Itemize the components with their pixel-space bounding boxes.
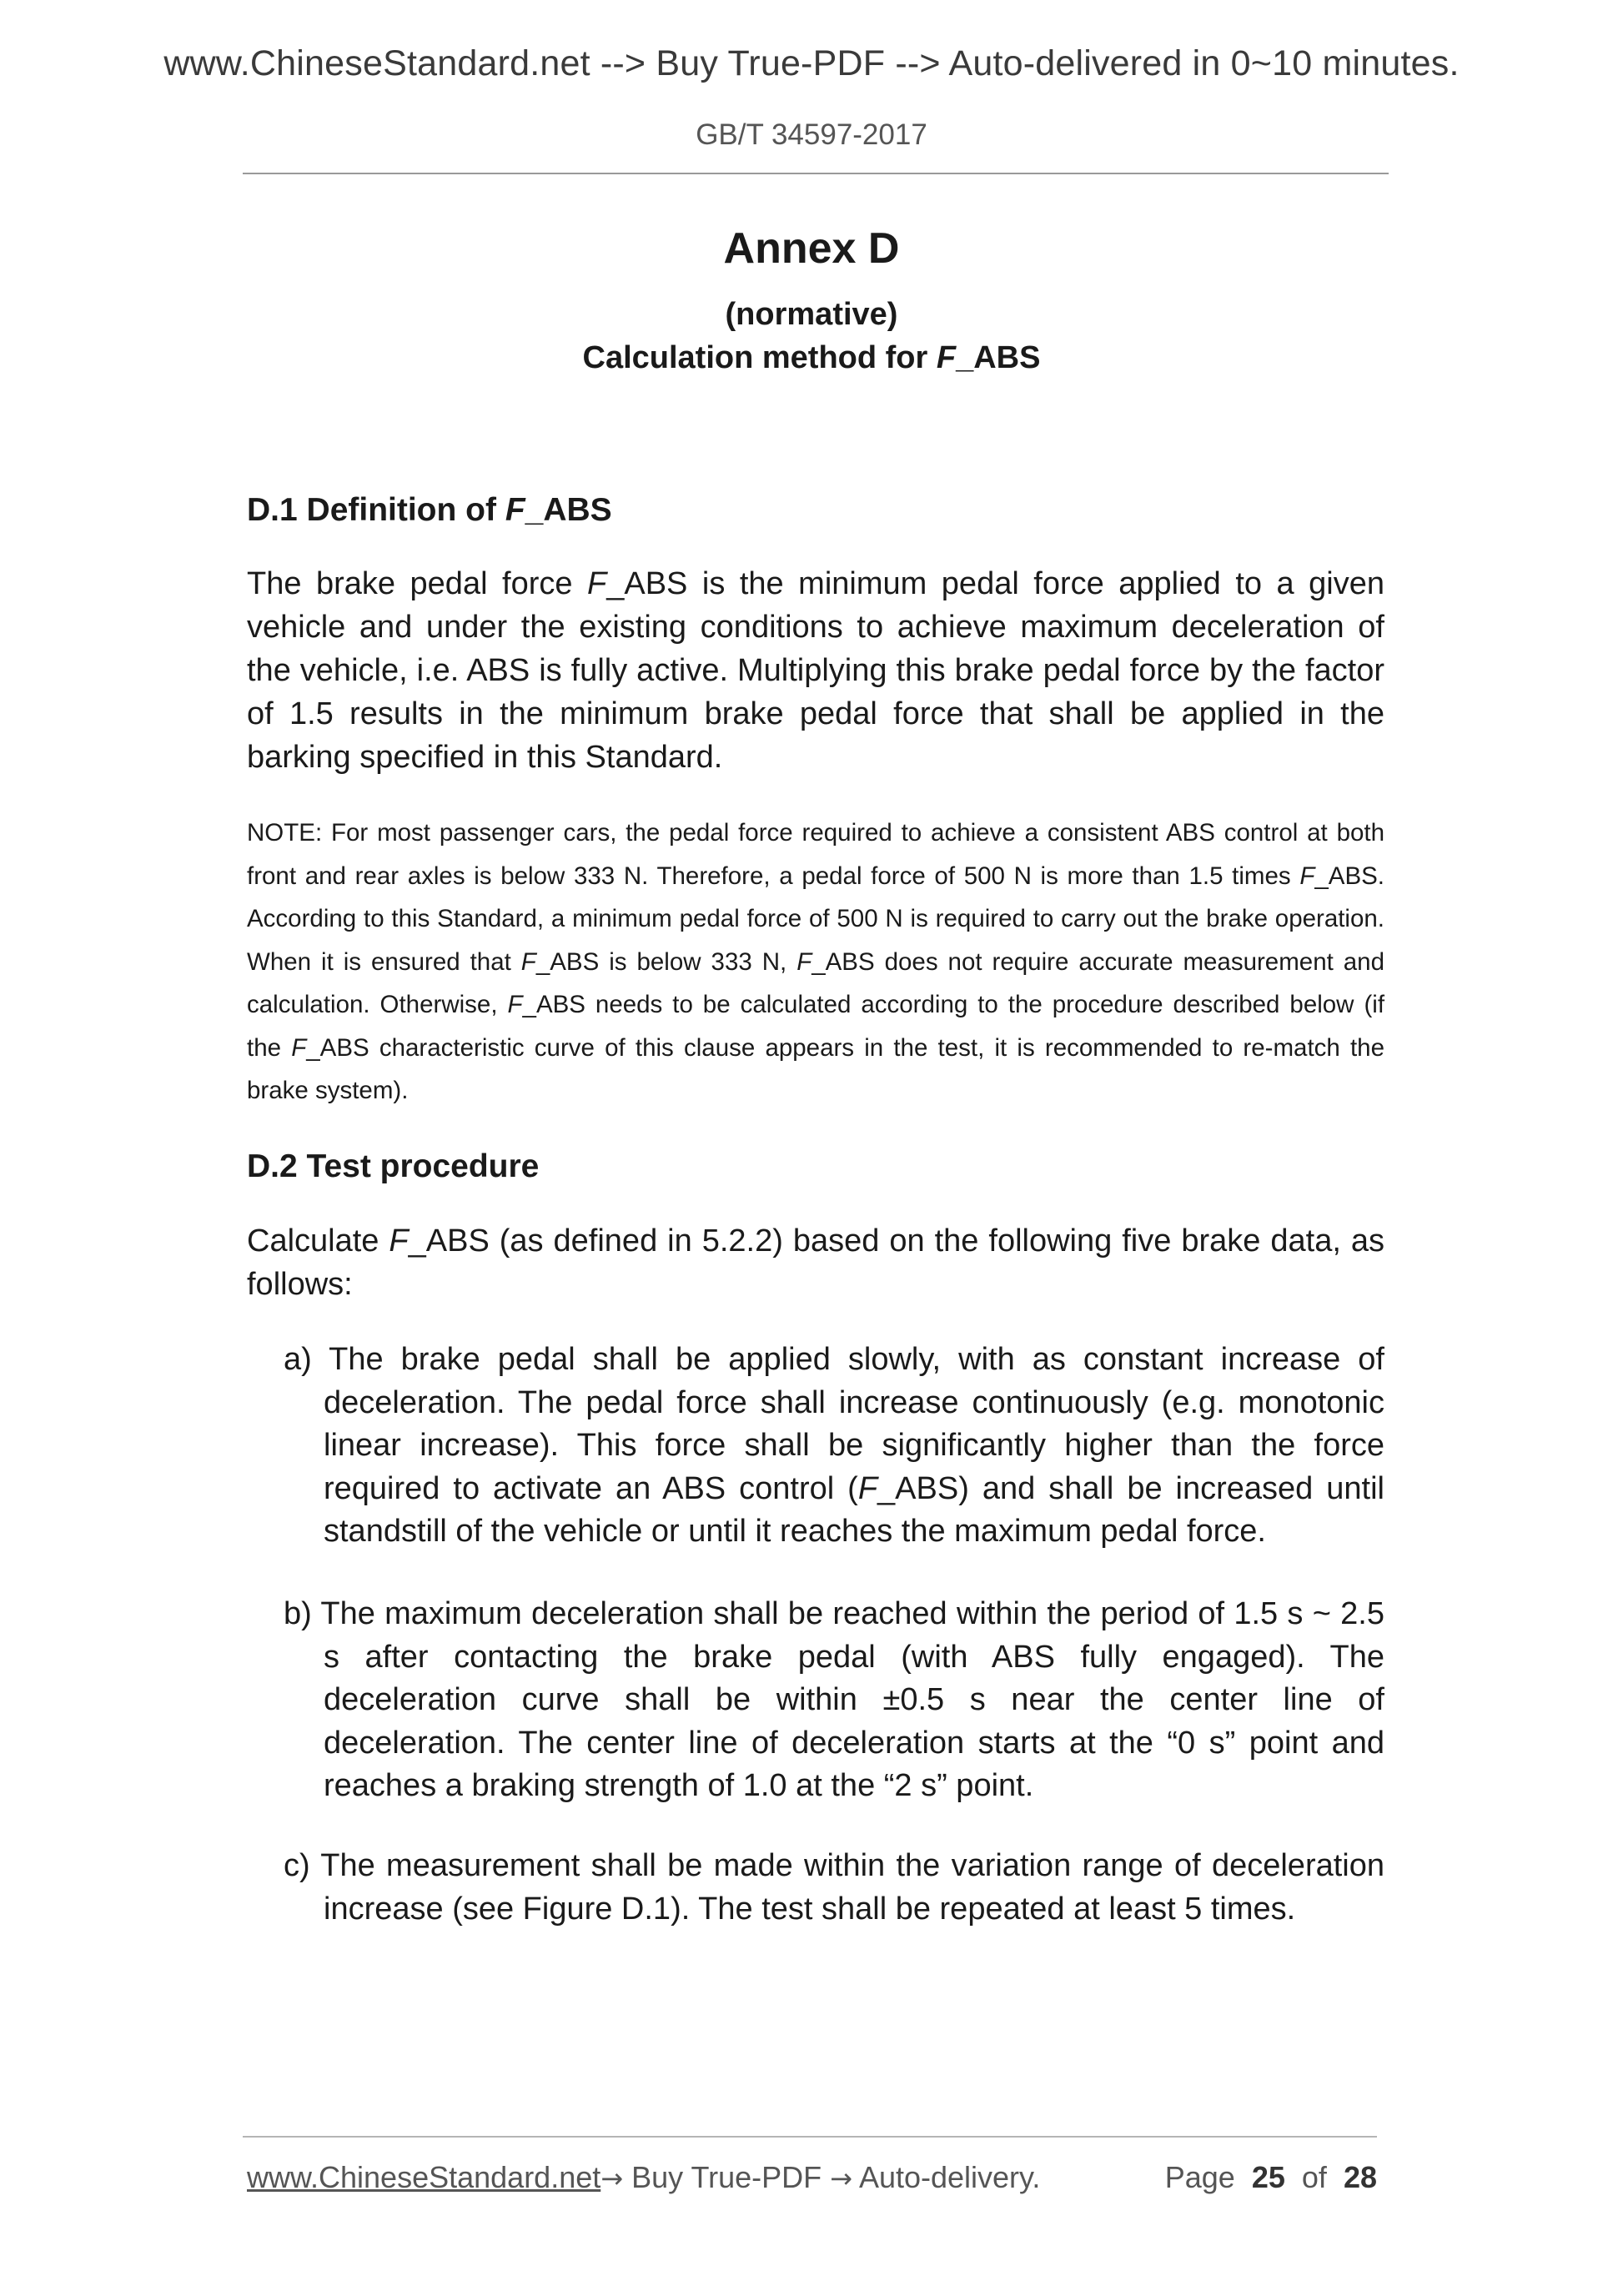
section-d2-intro: Calculate F_ABS (as defined in 5.2.2) based on the following five brake data, as follows: <box>247 1223 1384 1302</box>
annex-subtitle: Calculation method for F_ABS <box>582 340 1041 375</box>
list-item-c: c) The measurement shall be made within the variation range of deceleration increase (see Figure D.1). The test shall be repeated at least 5 times. <box>284 1848 1384 1927</box>
footer <box>247 2160 1377 2202</box>
footer-link[interactable]: www.ChineseStandard.net <box>247 2160 601 2194</box>
page-indicator: Page 25 of 28 <box>1164 2160 1377 2194</box>
list-item-a: a) The brake pedal shall be applied slowly, with as constant increase of deceleration. The pedal force shall increase continuously (e.g. monotonic linear increase). This force shall be significantly higher than the force required to activate an ABS control (F_ABS) and shall be increased until standstill of the vehicle or until it reaches the maximum pedal force. <box>284 1342 1384 1549</box>
section-d1-note: NOTE: For most passenger cars, the pedal force required to achieve a consistent ABS control at both front and rear axles is below 333 N. Therefore, a pedal force of 500 N is more than 1.5 times F_ABS. According to this Standard, a minimum pedal force of 500 N is required to carry out the brake operation. When it is ensured that F_ABS is below 333 N, F_ABS does not require accurate measurement and calculation. Otherwise, F_ABS needs to be calculated according to the procedure described below (if the F_ABS characteristic curve of this clause appears in the test, it is recommended to re-match the brake system). <box>247 819 1385 1104</box>
section-d2-heading: D.2 Test procedure <box>247 1148 540 1184</box>
annex-title: Annex D <box>723 224 900 273</box>
arrow-right-icon: → <box>830 2163 852 2194</box>
page-total: 28 <box>1343 2160 1377 2194</box>
section-d1-paragraph: The brake pedal force F_ABS is the minimum pedal force applied to a given vehicle and under the existing conditions to achieve maximum deceleration of the vehicle, i.e. ABS is fully active. Multiplying this brake pedal force by the factor of 1.5 results in the minimum brake pedal force that shall be applied in the barking specified in this Standard. <box>247 566 1384 775</box>
annex-type: (normative) <box>725 297 898 332</box>
list-item-b: b) The maximum deceleration shall be reached within the period of 1.5 s ~ 2.5 s after contacting the brake pedal (with ABS fully engaged). The deceleration curve shall be within ±0.5 s near the center line of deceleration. The center line of deceleration starts at the “0 s” point and reaches a braking strength of 1.0 at the “2 s” point. <box>284 1596 1384 1803</box>
page-current: 25 <box>1251 2160 1285 2194</box>
footer-divider <box>243 2136 1377 2138</box>
footer-left: www.ChineseStandard.net→ Buy True-PDF → Auto-delivery. <box>247 2160 1041 2194</box>
section-d1-heading: D.1 Definition of F_ABS <box>247 492 612 528</box>
header-divider <box>243 173 1389 174</box>
header-banner: www.ChineseStandard.net --> Buy True-PDF --> Auto-delivered in 0~10 minutes. <box>163 43 1460 83</box>
standard-number: GB/T 34597-2017 <box>696 118 927 151</box>
arrow-right-icon: → <box>600 2163 624 2194</box>
